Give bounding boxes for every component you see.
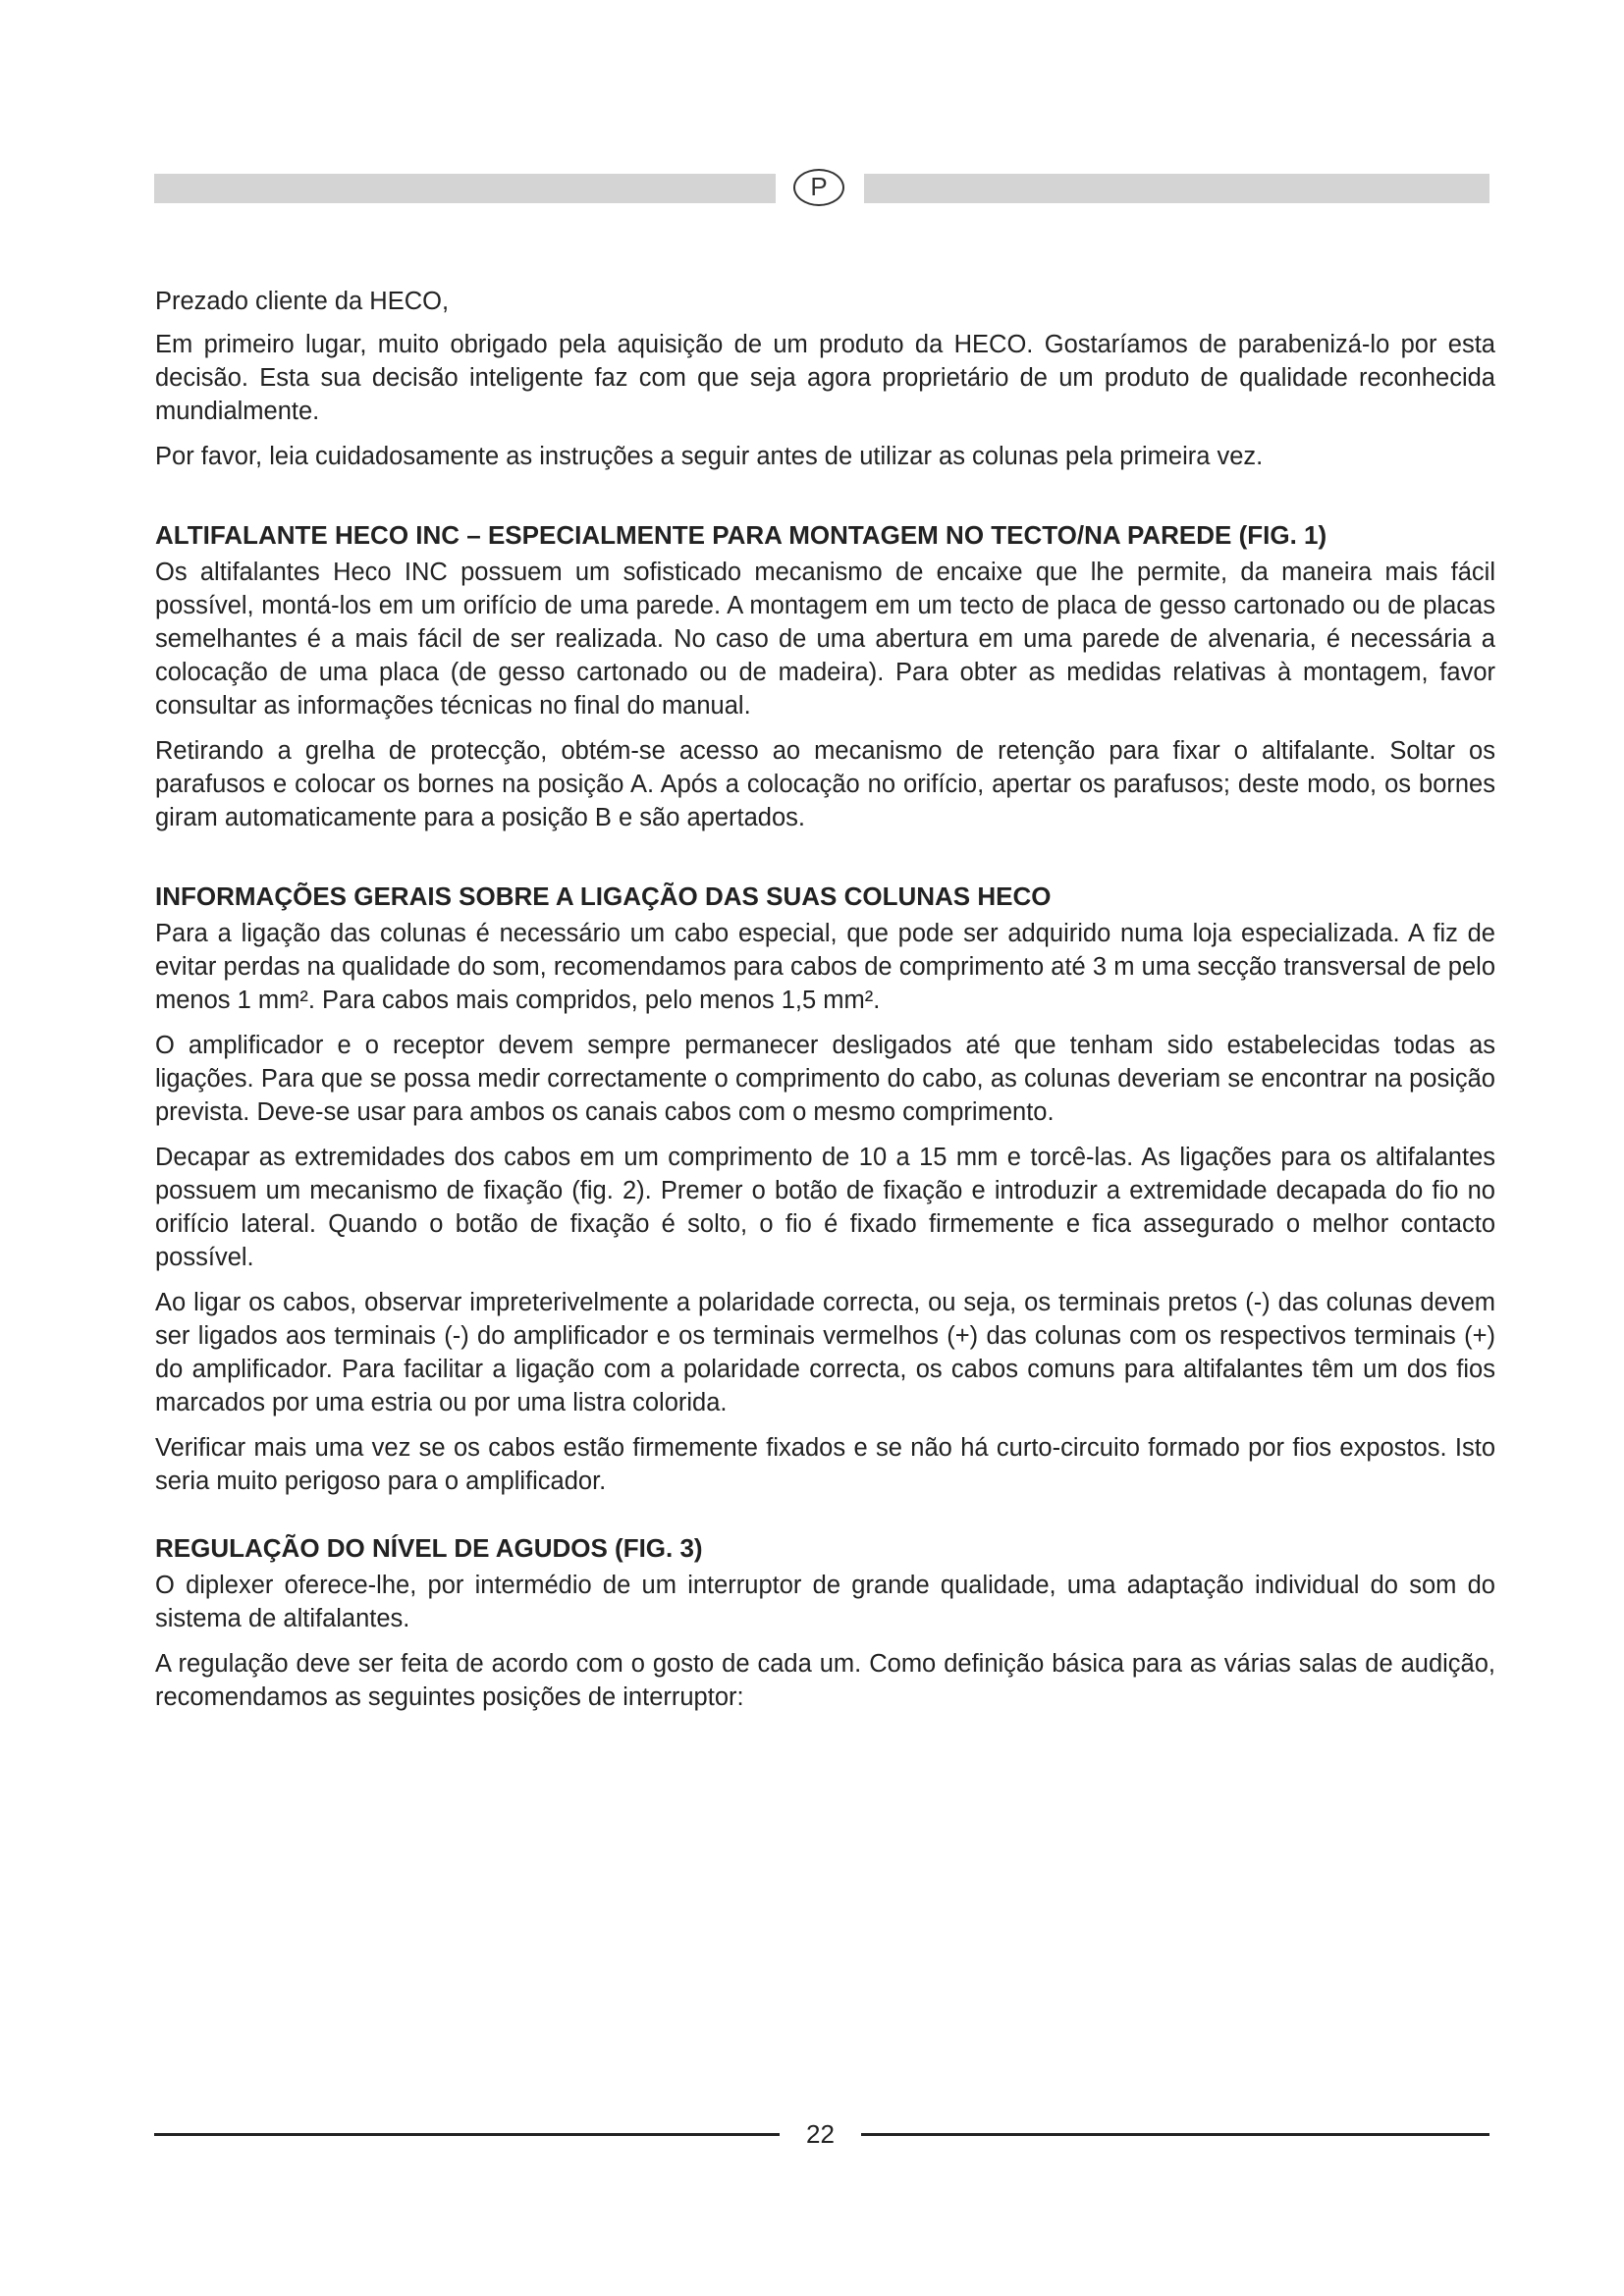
treble-paragraph-1: O diplexer oferece-lhe, por intermédio de um interruptor de grande qualidade, uma adaptação individual do som do sistema de altifalantes. <box>155 1572 1495 1632</box>
language-badge: P <box>793 169 844 206</box>
connection-paragraph-2: O amplificador e o receptor devem sempre permanecer desligados até que tenham sido estabelecidas todas as ligações. Para que se possa medir correctamente o comprimento do cabo, as colunas deveriam se encontrar na posição prevista. Deve-se usar para ambos os canais cabos com o mesmo comprimento. <box>155 1032 1495 1126</box>
connection-paragraph-4: Ao ligar os cabos, observar impreterivelmente a polaridade correcta, ou seja, os terminais pretos (-) das colunas devem ser ligados aos terminais (-) do amplificador e os terminais vermelhos (+) das colunas com os respectivos terminais (+) do amplificador. Para facilitar a ligação com a polaridade correcta, os cabos comuns para altifalantes têm um dos fios marcados por uma estria ou por uma listra colorida. <box>155 1289 1495 1416</box>
section-title-mounting: ALTIFALANTE HECO INC – ESPECIALMENTE PARA MONTAGEM NO TECTO/NA PAREDE (FIG. 1) <box>155 520 1327 550</box>
intro-paragraph-2: Por favor, leia cuidadosamente as instruções a seguir antes de utilizar as colunas pela primeira vez. <box>155 443 1264 470</box>
connection-paragraph-5: Verificar mais uma vez se os cabos estão firmemente fixados e se não há curto-circuito formado por fios expostos. Isto seria muito perigoso para o amplificador. <box>155 1434 1495 1495</box>
footer-rule-right <box>861 2133 1489 2136</box>
header-bar-left <box>154 174 776 203</box>
greeting: Prezado cliente da HECO, <box>155 288 450 315</box>
mounting-paragraph-1: Os altifalantes Heco INC possuem um sofisticado mecanismo de encaixe que lhe permite, da maneira mais fácil possível, montá-los em um orifício de uma parede. A montagem em um tecto de placa de gesso cartonado ou de placas semelhantes é a mais fácil de ser realizada. No caso de uma abertura em uma parede de alvenaria, é necessária a colocação de uma placa (de gesso cartonado ou de madeira). Para obter as medidas relativas à montagem, favor consultar as informações técnicas no final do manual. <box>155 559 1495 720</box>
intro-paragraph-1: Em primeiro lugar, muito obrigado pela aquisição de um produto da HECO. Gostaríamos de parabenizá-lo por esta decisão. Esta sua decisão inteligente faz com que seja agora proprietário de um produto de qualidade reconhecida mundialmente. <box>155 331 1495 425</box>
footer-rule-left <box>154 2133 780 2136</box>
spacer <box>155 1510 1495 1531</box>
page-content <box>155 285 1495 1726</box>
page-number: 22 <box>806 2119 835 2149</box>
spacer <box>155 846 1495 880</box>
connection-paragraph-1: Para a ligação das colunas é necessário um cabo especial, que pode ser adquirido numa loja especializada. A fiz de evitar perdas na qualidade do som, recomendamos para cabos de comprimento até 3 m uma secção transversal de pelo menos 1 mm². Para cabos mais compridos, pelo menos 1,5 mm². <box>155 920 1495 1014</box>
mounting-paragraph-2: Retirando a grelha de protecção, obtém-se acesso ao mecanismo de retenção para fixar o altifalante. Soltar os parafusos e colocar os bornes na posição A. Após a colocação no orifício, apertar os parafusos; deste modo, os bornes giram automaticamente para a posição B e são apertados. <box>155 737 1495 831</box>
section-title-connection: INFORMAÇÕES GERAIS SOBRE A LIGAÇÃO DAS SUAS COLUNAS HECO <box>155 881 1052 911</box>
spacer <box>155 485 1495 518</box>
connection-paragraph-3: Decapar as extremidades dos cabos em um comprimento de 10 a 15 mm e torcê-las. As ligações para os altifalantes possuem um mecanismo de fixação (fig. 2). Premer o botão de fixação e introduzir a extremidade decapada do fio no orifício lateral. Quando o botão de fixação é solto, o fio é fixado firmemente e fica assegurado o melhor contacto possível. <box>155 1144 1495 1271</box>
section-title-treble: REGULAÇÃO DO NÍVEL DE AGUDOS (FIG. 3) <box>155 1533 703 1563</box>
header-bar-right <box>864 174 1489 203</box>
treble-paragraph-2: A regulação deve ser feita de acordo com o gosto de cada um. Como definição básica para as várias salas de audição, recomendamos as seguintes posições de interruptor: <box>155 1650 1495 1711</box>
